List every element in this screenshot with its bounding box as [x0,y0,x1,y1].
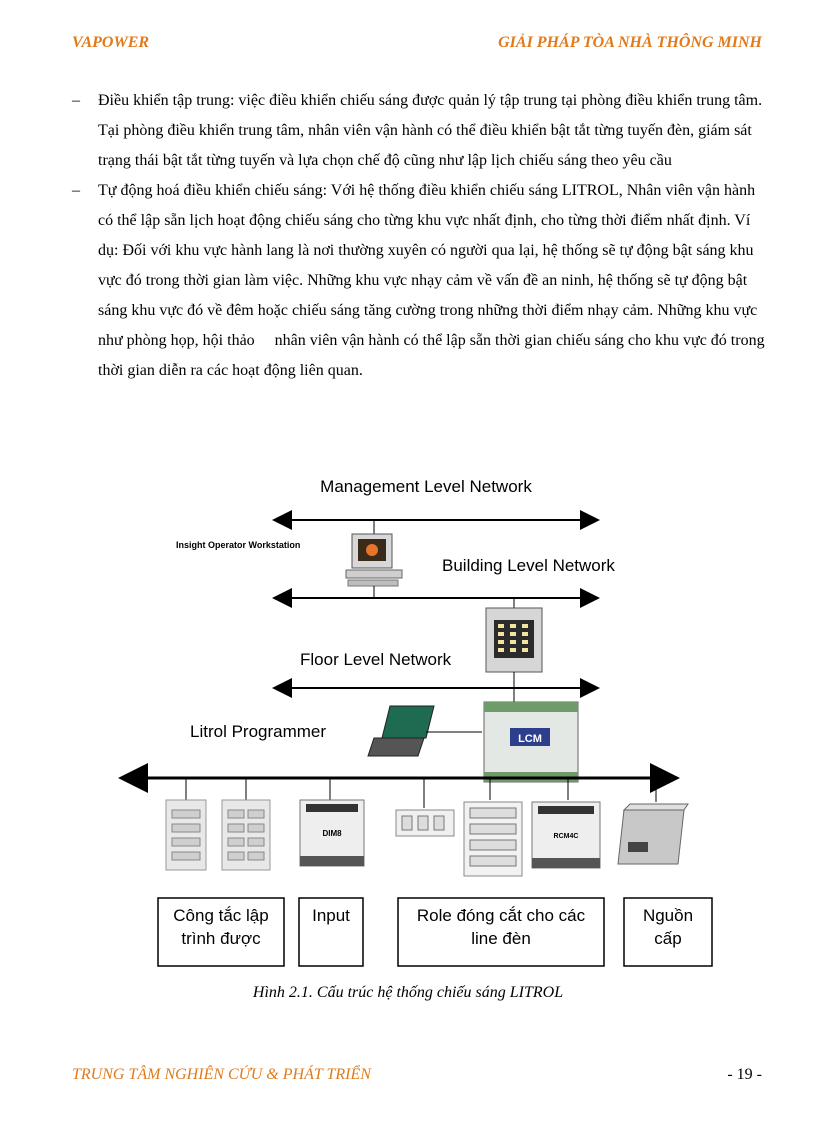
figure-caption: Hình 2.1. Cấu trúc hệ thống chiếu sáng LITROL [252,984,564,1001]
power-supply-icon [618,804,688,864]
programmable-switch-2-icon [222,800,270,870]
lcm-module-icon [484,702,578,782]
programmer-label: Litrol Programmer [190,722,327,741]
floor-network-label: Floor Level Network [300,650,452,669]
laptop-icon [368,706,434,756]
header-title: GIẢI PHÁP TÒA NHÀ THÔNG MINH [498,34,762,51]
paragraph-text: Tự động hoá điều khiển chiếu sáng: Với hệ thống điều khiển chiếu sáng LITROL, Nhân viên vận hành có thể lập sẵn lịch hoạt động chiếu sáng cho từng khu vực nhất định, cho từng thời điểm nhất định. Ví dụ: Đối với khu vực hành lang là nơi thường xuyên có người qua lại, hệ thống sẽ tự động bật sáng khu vực đó trong thời gian làm việc. Những khu vực nhạy cảm về vấn đề an ninh, hệ thống sẽ tự động bật sáng khu vực đó về đêm hoặc chiếu sáng tăng cường trong những thời điểm nhạy cảm. Những khu vực như phòng họp, hội thảo nhân viên vận hành có thể lập sẵn thời gian chiếu sáng cho khu vực đó trong thời gian diễn ra các hoạt động liên quan. [98,182,769,379]
header-company: VAPOWER [72,34,150,51]
box-label-line2: cấp [654,929,682,948]
management-network-label: Management Level Network [320,477,532,496]
bullet-dash: – [72,92,80,109]
box-input [299,898,363,966]
relay-module-stack-icon [464,802,522,876]
building-controller-icon [486,608,542,672]
box-label-line1: Role đóng cắt cho các [416,906,586,925]
box-label-line2: line đèn [471,929,531,948]
lcm-label: LCM [518,733,542,745]
relay-module-small-icon [396,810,454,836]
box-label-line2: trình được [181,929,261,948]
litrol-architecture-diagram [118,470,694,975]
programmable-switch-1-icon [166,800,206,870]
dim8-module-icon [300,800,364,866]
box-relay [398,898,604,966]
body-text [72,86,772,386]
box-label-line1: Input [312,906,350,925]
box-label-line1: Nguồn [642,906,694,925]
workstation-computer-icon [346,534,402,586]
operator-workstation-label: Insight Operator Workstation [176,540,301,550]
box-label-line1: Công tắc lập [173,906,269,925]
building-network-label: Building Level Network [442,556,615,575]
bullet-paragraph [72,176,772,386]
page-number: - 19 - [727,1066,762,1083]
bullet-dash: – [72,182,80,199]
box-power-supply [624,898,712,966]
rcm4c-module-icon [532,802,600,868]
rcm4c-label: RCM4C [553,833,579,840]
footer-department: TRUNG TÂM NGHIÊN CỨU & PHÁT TRIỂN [72,1066,371,1083]
box-programmable-switch [158,898,284,966]
dim8-label: DIM8 [322,829,342,838]
bullet-paragraph [72,86,772,176]
paragraph-text: Điều khiển tập trung: việc điều khiển chiếu sáng được quản lý tập trung tại phòng điều khiển trung tâm. Tại phòng điều khiển trung tâm, nhân viên vận hành có thể điều khiển bật tắt từng tuyến đèn, giám sát trạng thái bật tắt từng tuyến và lựa chọn chế độ cũng như lập lịch chiếu sáng theo yêu cầu [98,92,763,169]
